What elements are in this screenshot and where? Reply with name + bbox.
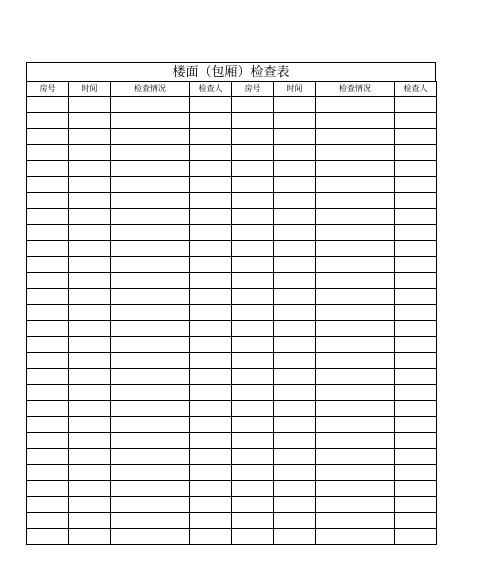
table-cell[interactable] <box>316 433 395 449</box>
table-cell[interactable] <box>232 353 274 369</box>
table-cell[interactable] <box>274 417 316 433</box>
table-cell[interactable] <box>27 369 69 385</box>
table-cell[interactable] <box>232 401 274 417</box>
table-cell[interactable] <box>69 321 111 337</box>
table-row <box>27 513 437 529</box>
table-cell[interactable] <box>316 321 395 337</box>
table-cell[interactable] <box>395 449 437 465</box>
table-cell[interactable] <box>27 145 69 161</box>
table-cell[interactable] <box>395 497 437 513</box>
table-cell[interactable] <box>190 433 232 449</box>
table-cell[interactable] <box>316 529 395 545</box>
table-cell[interactable] <box>27 129 69 145</box>
table-cell[interactable] <box>395 209 437 225</box>
table-row <box>27 497 437 513</box>
table-cell[interactable] <box>232 225 274 241</box>
table-cell[interactable] <box>69 193 111 209</box>
table-cell[interactable] <box>232 497 274 513</box>
table-cell[interactable] <box>69 417 111 433</box>
table-row <box>27 225 437 241</box>
table-cell[interactable] <box>232 97 274 113</box>
table-cell[interactable] <box>232 113 274 129</box>
table-cell[interactable] <box>190 401 232 417</box>
table-cell[interactable] <box>111 465 190 481</box>
table-cell[interactable] <box>69 401 111 417</box>
table-cell[interactable] <box>190 481 232 497</box>
column-header-time: 时间 <box>274 82 316 97</box>
table-cell[interactable] <box>111 513 190 529</box>
table-cell[interactable] <box>69 337 111 353</box>
table-cell[interactable] <box>27 97 69 113</box>
table-cell[interactable] <box>316 481 395 497</box>
table-cell[interactable] <box>274 209 316 225</box>
table-cell[interactable] <box>69 113 111 129</box>
table-cell[interactable] <box>69 353 111 369</box>
table-row <box>27 465 437 481</box>
table-cell[interactable] <box>232 513 274 529</box>
table-cell[interactable] <box>69 449 111 465</box>
table-cell[interactable] <box>274 225 316 241</box>
table-row <box>27 241 437 257</box>
table-cell[interactable] <box>316 465 395 481</box>
table-cell[interactable] <box>69 273 111 289</box>
table-cell[interactable] <box>274 321 316 337</box>
table-cell[interactable] <box>316 177 395 193</box>
table-cell[interactable] <box>395 161 437 177</box>
table-cell[interactable] <box>316 497 395 513</box>
table-cell[interactable] <box>395 273 437 289</box>
table-body <box>27 97 437 545</box>
table-cell[interactable] <box>316 289 395 305</box>
table-cell[interactable] <box>395 513 437 529</box>
table-cell[interactable] <box>27 497 69 513</box>
table-cell[interactable] <box>190 465 232 481</box>
table-cell[interactable] <box>111 241 190 257</box>
table-cell[interactable] <box>27 449 69 465</box>
table-cell[interactable] <box>27 337 69 353</box>
table-cell[interactable] <box>69 129 111 145</box>
table-cell[interactable] <box>27 465 69 481</box>
table-cell[interactable] <box>111 305 190 321</box>
table-row <box>27 273 437 289</box>
table-cell[interactable] <box>190 177 232 193</box>
table-cell[interactable] <box>27 177 69 193</box>
table-cell[interactable] <box>232 193 274 209</box>
table-cell[interactable] <box>274 465 316 481</box>
table-cell[interactable] <box>274 529 316 545</box>
table-row <box>27 257 437 273</box>
table-cell[interactable] <box>395 129 437 145</box>
table-cell[interactable] <box>190 289 232 305</box>
table-cell[interactable] <box>232 417 274 433</box>
table-cell[interactable] <box>190 337 232 353</box>
table-cell[interactable] <box>232 449 274 465</box>
table-cell[interactable] <box>111 353 190 369</box>
table-cell[interactable] <box>111 369 190 385</box>
table-cell[interactable] <box>316 225 395 241</box>
table-cell[interactable] <box>190 273 232 289</box>
table-cell[interactable] <box>190 513 232 529</box>
table-cell[interactable] <box>274 401 316 417</box>
table-cell[interactable] <box>111 321 190 337</box>
table-row <box>27 385 437 401</box>
table-cell[interactable] <box>316 385 395 401</box>
table-cell[interactable] <box>111 481 190 497</box>
table-cell[interactable] <box>274 449 316 465</box>
column-header-room-no: 房号 <box>27 82 69 97</box>
table-cell[interactable] <box>395 241 437 257</box>
table-cell[interactable] <box>395 321 437 337</box>
table-cell[interactable] <box>27 161 69 177</box>
table-cell[interactable] <box>27 401 69 417</box>
table-cell[interactable] <box>395 401 437 417</box>
table-cell[interactable] <box>316 113 395 129</box>
table-cell[interactable] <box>111 401 190 417</box>
table-cell[interactable] <box>190 321 232 337</box>
column-header-inspector: 检查人 <box>395 82 437 97</box>
table-cell[interactable] <box>190 145 232 161</box>
table-cell[interactable] <box>395 97 437 113</box>
table-row <box>27 97 437 113</box>
table-cell[interactable] <box>27 529 69 545</box>
table-cell[interactable] <box>27 385 69 401</box>
table-cell[interactable] <box>395 337 437 353</box>
table-cell[interactable] <box>27 257 69 273</box>
table-cell[interactable] <box>69 497 111 513</box>
table-cell[interactable] <box>316 513 395 529</box>
table-cell[interactable] <box>274 273 316 289</box>
table-cell[interactable] <box>27 209 69 225</box>
table-cell[interactable] <box>316 449 395 465</box>
table-cell[interactable] <box>274 177 316 193</box>
table-cell[interactable] <box>190 129 232 145</box>
table-cell[interactable] <box>69 177 111 193</box>
table-cell[interactable] <box>316 401 395 417</box>
table-cell[interactable] <box>69 481 111 497</box>
column-header-room-no: 房号 <box>232 82 274 97</box>
table-cell[interactable] <box>274 433 316 449</box>
table-row <box>27 145 437 161</box>
table-cell[interactable] <box>190 369 232 385</box>
table-row <box>27 529 437 545</box>
table-cell[interactable] <box>232 481 274 497</box>
table-cell[interactable] <box>232 241 274 257</box>
table-cell[interactable] <box>69 369 111 385</box>
table-row <box>27 161 437 177</box>
table-row <box>27 321 437 337</box>
table-cell[interactable] <box>274 193 316 209</box>
table-cell[interactable] <box>69 209 111 225</box>
table-cell[interactable] <box>274 241 316 257</box>
table-cell[interactable] <box>232 209 274 225</box>
table-cell[interactable] <box>27 225 69 241</box>
table-cell[interactable] <box>27 241 69 257</box>
table-cell[interactable] <box>274 289 316 305</box>
table-cell[interactable] <box>111 385 190 401</box>
table-cell[interactable] <box>395 529 437 545</box>
table-cell[interactable] <box>111 529 190 545</box>
table-cell[interactable] <box>316 129 395 145</box>
table-cell[interactable] <box>316 353 395 369</box>
table-cell[interactable] <box>395 193 437 209</box>
table-cell[interactable] <box>316 241 395 257</box>
table-cell[interactable] <box>190 449 232 465</box>
table-row <box>27 289 437 305</box>
sheet-title: 楼面（包厢）检查表 <box>26 62 436 81</box>
table-cell[interactable] <box>190 113 232 129</box>
table-cell[interactable] <box>190 193 232 209</box>
table-cell[interactable] <box>69 97 111 113</box>
table-cell[interactable] <box>395 113 437 129</box>
table-cell[interactable] <box>274 145 316 161</box>
table-cell[interactable] <box>69 257 111 273</box>
table-cell[interactable] <box>27 289 69 305</box>
table-cell[interactable] <box>232 321 274 337</box>
table-cell[interactable] <box>232 161 274 177</box>
table-cell[interactable] <box>190 97 232 113</box>
table-cell[interactable] <box>274 369 316 385</box>
table-cell[interactable] <box>111 209 190 225</box>
table-cell[interactable] <box>111 257 190 273</box>
table-cell[interactable] <box>232 305 274 321</box>
table-row <box>27 417 437 433</box>
table-cell[interactable] <box>395 305 437 321</box>
table-cell[interactable] <box>111 145 190 161</box>
table-cell[interactable] <box>69 529 111 545</box>
table-cell[interactable] <box>27 513 69 529</box>
inspection-table <box>26 81 437 545</box>
table-cell[interactable] <box>190 497 232 513</box>
table-cell[interactable] <box>69 433 111 449</box>
table-cell[interactable] <box>395 289 437 305</box>
table-cell[interactable] <box>69 465 111 481</box>
table-cell[interactable] <box>232 337 274 353</box>
table-cell[interactable] <box>111 273 190 289</box>
table-cell[interactable] <box>232 369 274 385</box>
column-header-time: 时间 <box>69 82 111 97</box>
table-row <box>27 209 437 225</box>
table-cell[interactable] <box>27 433 69 449</box>
table-cell[interactable] <box>111 161 190 177</box>
table-cell[interactable] <box>316 161 395 177</box>
table-cell[interactable] <box>395 145 437 161</box>
table-cell[interactable] <box>190 353 232 369</box>
table-row <box>27 337 437 353</box>
table-cell[interactable] <box>190 241 232 257</box>
table-cell[interactable] <box>111 177 190 193</box>
table-cell[interactable] <box>274 129 316 145</box>
table-cell[interactable] <box>395 353 437 369</box>
column-header-inspection-status: 检查情况 <box>111 82 190 97</box>
table-row <box>27 353 437 369</box>
table-cell[interactable] <box>274 97 316 113</box>
table-cell[interactable] <box>111 449 190 465</box>
table-cell[interactable] <box>316 209 395 225</box>
table-cell[interactable] <box>274 305 316 321</box>
header-row <box>27 82 437 97</box>
table-cell[interactable] <box>190 225 232 241</box>
table-cell[interactable] <box>395 433 437 449</box>
table-cell[interactable] <box>316 193 395 209</box>
table-cell[interactable] <box>27 305 69 321</box>
table-cell[interactable] <box>111 417 190 433</box>
table-cell[interactable] <box>69 385 111 401</box>
table-cell[interactable] <box>395 417 437 433</box>
column-header-inspection-status: 检查情况 <box>316 82 395 97</box>
table-cell[interactable] <box>69 513 111 529</box>
table-row <box>27 305 437 321</box>
table-cell[interactable] <box>111 129 190 145</box>
table-row <box>27 481 437 497</box>
table-cell[interactable] <box>232 289 274 305</box>
table-cell[interactable] <box>274 353 316 369</box>
table-cell[interactable] <box>316 417 395 433</box>
table-cell[interactable] <box>190 417 232 433</box>
table-row <box>27 401 437 417</box>
table-cell[interactable] <box>274 497 316 513</box>
table-cell[interactable] <box>27 193 69 209</box>
table-cell[interactable] <box>27 481 69 497</box>
table-cell[interactable] <box>232 145 274 161</box>
table-cell[interactable] <box>27 113 69 129</box>
table-cell[interactable] <box>316 305 395 321</box>
table-cell[interactable] <box>190 161 232 177</box>
table-row <box>27 193 437 209</box>
table-cell[interactable] <box>111 433 190 449</box>
table-cell[interactable] <box>274 337 316 353</box>
table-cell[interactable] <box>111 225 190 241</box>
table-cell[interactable] <box>111 497 190 513</box>
table-cell[interactable] <box>27 273 69 289</box>
table-cell[interactable] <box>316 369 395 385</box>
table-cell[interactable] <box>190 529 232 545</box>
table-cell[interactable] <box>232 273 274 289</box>
table-cell[interactable] <box>316 257 395 273</box>
table-cell[interactable] <box>395 177 437 193</box>
table-cell[interactable] <box>232 257 274 273</box>
table-cell[interactable] <box>190 257 232 273</box>
table-cell[interactable] <box>395 465 437 481</box>
table-cell[interactable] <box>395 481 437 497</box>
table-cell[interactable] <box>111 97 190 113</box>
table-cell[interactable] <box>111 193 190 209</box>
table-cell[interactable] <box>69 145 111 161</box>
table-cell[interactable] <box>69 305 111 321</box>
table-cell[interactable] <box>232 529 274 545</box>
table-cell[interactable] <box>274 385 316 401</box>
table-cell[interactable] <box>69 161 111 177</box>
column-header-inspector: 检查人 <box>190 82 232 97</box>
table-row <box>27 113 437 129</box>
table-cell[interactable] <box>111 289 190 305</box>
table-cell[interactable] <box>27 353 69 369</box>
table-row <box>27 177 437 193</box>
table-cell[interactable] <box>232 465 274 481</box>
table-cell[interactable] <box>395 369 437 385</box>
table-cell[interactable] <box>232 177 274 193</box>
inspection-sheet <box>26 62 436 582</box>
table-cell[interactable] <box>111 337 190 353</box>
table-cell[interactable] <box>232 385 274 401</box>
table-row <box>27 433 437 449</box>
table-cell[interactable] <box>190 209 232 225</box>
table-cell[interactable] <box>274 257 316 273</box>
table-cell[interactable] <box>316 145 395 161</box>
table-row <box>27 129 437 145</box>
table-cell[interactable] <box>232 129 274 145</box>
table-cell[interactable] <box>274 513 316 529</box>
table-cell[interactable] <box>69 241 111 257</box>
table-cell[interactable] <box>190 305 232 321</box>
table-cell[interactable] <box>395 257 437 273</box>
table-cell[interactable] <box>69 289 111 305</box>
table-cell[interactable] <box>316 337 395 353</box>
table-cell[interactable] <box>316 273 395 289</box>
table-cell[interactable] <box>69 225 111 241</box>
table-cell[interactable] <box>316 97 395 113</box>
table-cell[interactable] <box>111 113 190 129</box>
table-cell[interactable] <box>27 417 69 433</box>
table-cell[interactable] <box>274 113 316 129</box>
table-cell[interactable] <box>274 161 316 177</box>
table-cell[interactable] <box>190 385 232 401</box>
table-cell[interactable] <box>395 225 437 241</box>
table-row <box>27 449 437 465</box>
table-cell[interactable] <box>395 385 437 401</box>
table-cell[interactable] <box>232 433 274 449</box>
table-cell[interactable] <box>27 321 69 337</box>
table-cell[interactable] <box>274 481 316 497</box>
table-row <box>27 369 437 385</box>
